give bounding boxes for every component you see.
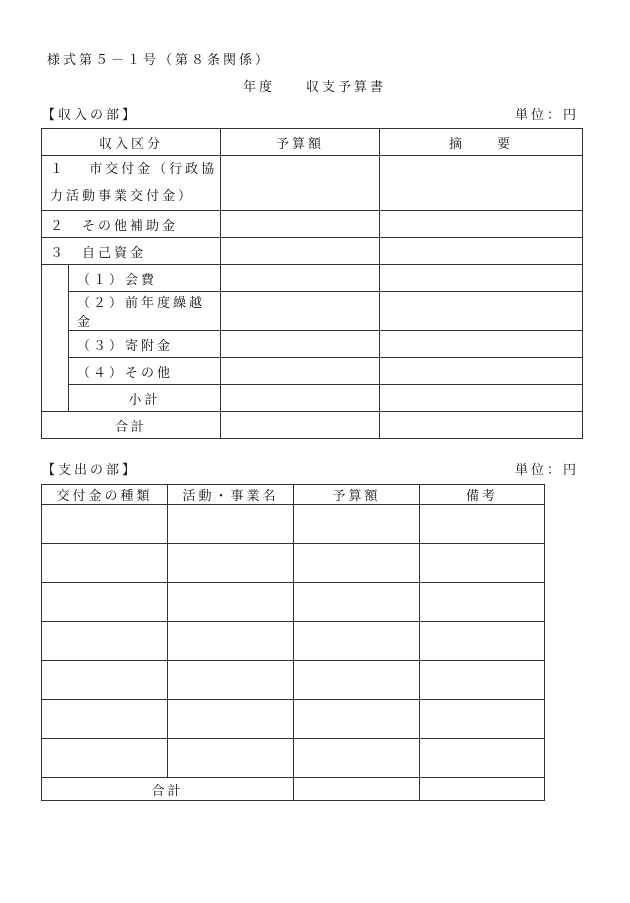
- income-row-carryover: （２）前年度繰越金: [69, 292, 221, 331]
- table-row: [42, 385, 583, 412]
- form-number: 様式第５－１号（第８条関係）: [47, 53, 272, 68]
- document-title: 収支予算書: [306, 80, 387, 95]
- table-row: [42, 739, 545, 778]
- activity-cell[interactable]: [168, 544, 294, 583]
- expense-col-grant-type: 交付金の種類: [42, 485, 168, 505]
- table-row: [42, 211, 583, 238]
- budget-cell[interactable]: [221, 385, 380, 412]
- own-funds-indent-cell: [42, 265, 69, 412]
- income-row-other: （４）その他: [69, 358, 221, 385]
- remarks-cell[interactable]: [420, 622, 545, 661]
- table-row: [42, 700, 545, 739]
- budget-cell[interactable]: [221, 265, 380, 292]
- budget-cell[interactable]: [294, 583, 420, 622]
- income-col-budget: 予算額: [221, 129, 380, 156]
- income-row-city-grant: [42, 156, 221, 211]
- budget-cell[interactable]: [294, 700, 420, 739]
- remarks-cell[interactable]: [420, 661, 545, 700]
- table-row: [42, 238, 583, 265]
- income-section-label: 【収入の部】: [42, 108, 139, 123]
- summary-cell[interactable]: [380, 385, 583, 412]
- budget-cell[interactable]: [221, 292, 380, 331]
- income-row-membership-fees: （１）会費: [69, 265, 221, 292]
- expense-unit-label: 単位：円: [515, 463, 580, 478]
- budget-cell[interactable]: [221, 412, 380, 439]
- city-grant-line1: １ 市交付金（行政協: [50, 162, 218, 177]
- income-unit-label: 単位：円: [515, 108, 580, 123]
- grant-type-cell[interactable]: [42, 739, 168, 778]
- table-row: [42, 544, 545, 583]
- summary-cell[interactable]: [380, 265, 583, 292]
- activity-cell[interactable]: [168, 661, 294, 700]
- summary-cell[interactable]: [380, 238, 583, 265]
- remarks-cell[interactable]: [420, 739, 545, 778]
- expense-col-remarks: 備考: [420, 485, 545, 505]
- budget-cell[interactable]: [294, 505, 420, 544]
- budget-cell[interactable]: [221, 358, 380, 385]
- summary-cell[interactable]: [380, 211, 583, 238]
- income-total-label: 合計: [42, 412, 221, 439]
- table-row: [42, 331, 583, 358]
- expense-total-row: [42, 778, 545, 801]
- summary-cell[interactable]: [380, 331, 583, 358]
- summary-cell[interactable]: [380, 412, 583, 439]
- income-row-other-subsidy: ２ その他補助金: [42, 211, 221, 238]
- activity-cell[interactable]: [168, 700, 294, 739]
- summary-cell[interactable]: [380, 358, 583, 385]
- remarks-cell[interactable]: [420, 778, 545, 801]
- summary-cell[interactable]: [380, 292, 583, 331]
- expense-table: [41, 484, 545, 801]
- grant-type-cell[interactable]: [42, 544, 168, 583]
- budget-cell[interactable]: [294, 778, 420, 801]
- activity-cell[interactable]: [168, 622, 294, 661]
- table-row: [42, 622, 545, 661]
- income-col-category: 収入区分: [42, 129, 221, 156]
- budget-cell[interactable]: [221, 211, 380, 238]
- income-row-own-funds: ３ 自己資金: [42, 238, 221, 265]
- expense-col-activity: 活動・事業名: [168, 485, 294, 505]
- grant-type-cell[interactable]: [42, 583, 168, 622]
- city-grant-line2: 力活動事業交付金）: [50, 189, 195, 204]
- remarks-cell[interactable]: [420, 700, 545, 739]
- budget-cell[interactable]: [294, 622, 420, 661]
- expense-col-budget: 予算額: [294, 485, 420, 505]
- budget-cell[interactable]: [294, 544, 420, 583]
- remarks-cell[interactable]: [420, 544, 545, 583]
- income-row-subtotal: 小計: [69, 385, 221, 412]
- grant-type-cell[interactable]: [42, 505, 168, 544]
- remarks-cell[interactable]: [420, 583, 545, 622]
- income-total-row: [42, 412, 583, 439]
- grant-type-cell[interactable]: [42, 700, 168, 739]
- table-row: [42, 156, 583, 211]
- budget-cell[interactable]: [221, 156, 380, 211]
- grant-type-cell[interactable]: [42, 622, 168, 661]
- activity-cell[interactable]: [168, 505, 294, 544]
- table-row: [42, 505, 545, 544]
- expense-total-label: 合計: [42, 778, 294, 801]
- table-row: [42, 292, 583, 331]
- budget-cell[interactable]: [221, 331, 380, 358]
- income-table: [41, 128, 583, 439]
- table-row: [42, 265, 583, 292]
- table-row: [42, 583, 545, 622]
- activity-cell[interactable]: [168, 739, 294, 778]
- title-year: 年度: [243, 80, 276, 95]
- income-header-row: [42, 129, 583, 156]
- expense-header-row: [42, 485, 545, 505]
- remarks-cell[interactable]: [420, 505, 545, 544]
- income-row-donations: （３）寄附金: [69, 331, 221, 358]
- table-row: [42, 358, 583, 385]
- table-row: [42, 661, 545, 700]
- budget-cell[interactable]: [294, 739, 420, 778]
- activity-cell[interactable]: [168, 583, 294, 622]
- summary-cell[interactable]: [380, 156, 583, 211]
- expense-section-label: 【支出の部】: [42, 463, 139, 478]
- income-col-summary: 摘 要: [380, 129, 583, 156]
- grant-type-cell[interactable]: [42, 661, 168, 700]
- budget-cell[interactable]: [294, 661, 420, 700]
- budget-cell[interactable]: [221, 238, 380, 265]
